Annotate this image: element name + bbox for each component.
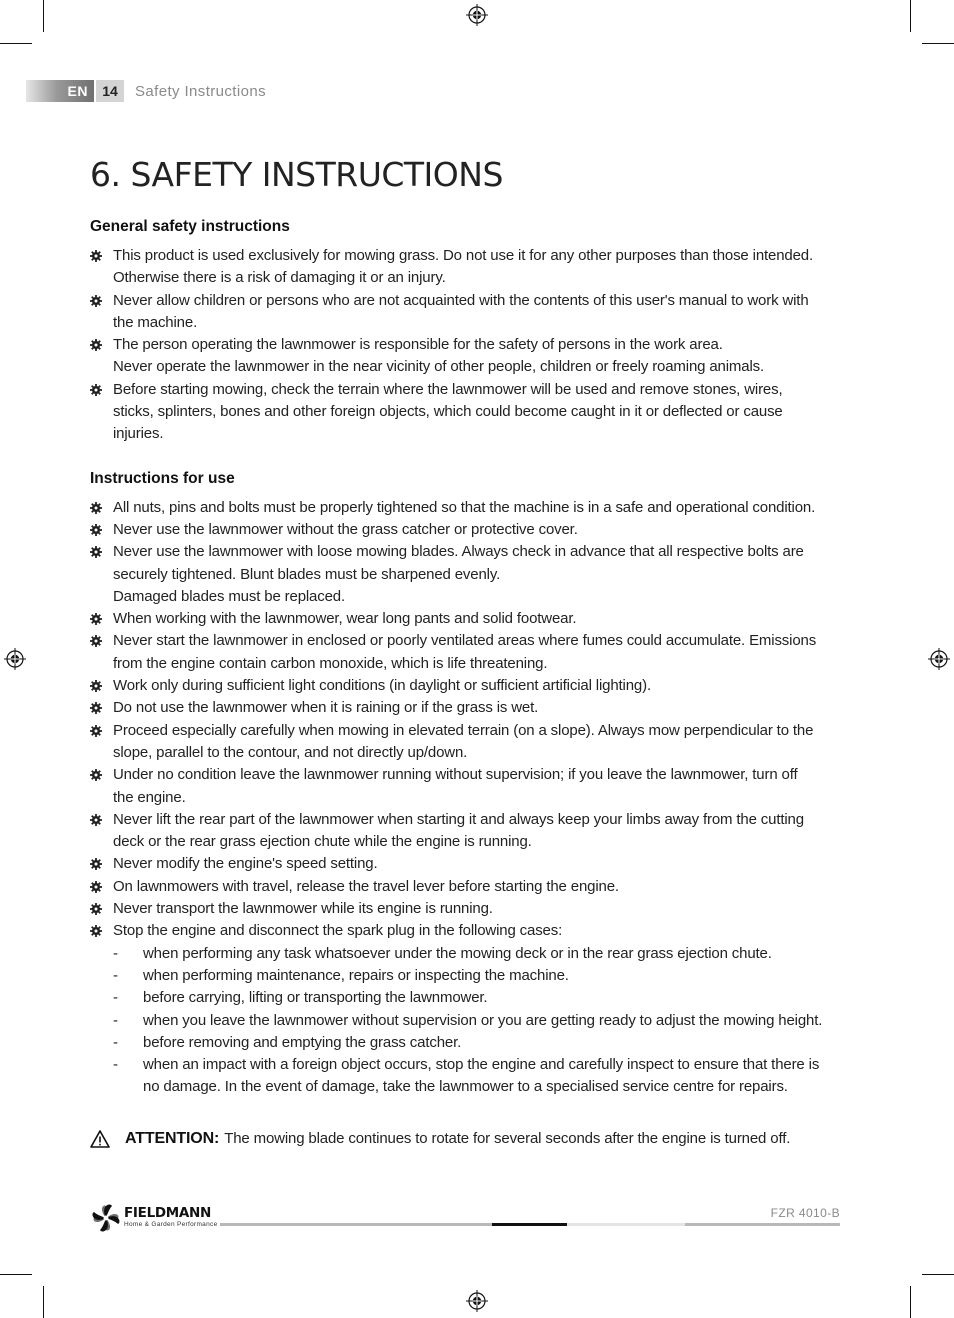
language-tag: EN [26, 80, 94, 102]
list-item-line: Never use the lawnmower without the grass catcher or protective cover. [113, 520, 578, 538]
list-item-line: Otherwise there is a risk of damaging it or an injury. [113, 269, 446, 287]
attention-text: The mowing blade continues to rotate for several seconds after the engine is turned off. [224, 1130, 791, 1147]
crop-mark [922, 1274, 954, 1275]
list-item [90, 697, 845, 719]
sub-list-item-line: when performing maintenance, repairs or inspecting the machine. [143, 966, 569, 984]
list-item [90, 608, 845, 630]
sub-list-item [113, 1054, 845, 1099]
gear-bullet-icon [90, 858, 102, 870]
list-item-line: Never allow children or persons who are not acquainted with the contents of this user's manual to work with [113, 291, 809, 309]
general-safety-list [90, 245, 845, 446]
list-item [90, 541, 845, 608]
gear-bullet-icon [90, 384, 102, 396]
registration-mark-icon [466, 1290, 488, 1312]
crop-mark [43, 1286, 44, 1318]
page-header [26, 80, 266, 102]
list-item-line: Never start the lawnmower in enclosed or poorly ventilated areas where fumes could accumulate. Emissions [113, 632, 817, 650]
list-item-line: the engine. [113, 788, 186, 806]
gear-bullet-icon [90, 680, 102, 692]
section-heading-usage: Instructions for use [90, 469, 235, 487]
list-item-line: Never transport the lawnmower while its engine is running. [113, 900, 493, 918]
gear-bullet-icon [90, 635, 102, 647]
footer-divider [567, 1223, 685, 1226]
list-item-line: deck or the rear grass ejection chute while the engine is running. [113, 833, 532, 851]
list-item [90, 876, 845, 898]
dash-marker: - [113, 1011, 118, 1029]
fieldmann-fan-logo [90, 1202, 122, 1234]
list-item-line: Never modify the engine's speed setting. [113, 855, 378, 873]
list-item-line: Before starting mowing, check the terrain where the lawnmower will be used and remove stones, wires, [113, 380, 783, 398]
list-item-line: Never operate the lawnmower in the near vicinity of other people, children or freely roaming animals. [113, 358, 765, 376]
brand-name: FIELDMANN [124, 1205, 212, 1221]
list-item-line: When working with the lawnmower, wear long pants and solid footwear. [113, 610, 577, 628]
footer-divider [685, 1223, 840, 1226]
list-item [90, 720, 845, 765]
list-item [90, 764, 845, 809]
gear-bullet-icon [90, 903, 102, 915]
sub-list-item-line: no damage. In the event of damage, take the lawnmower to a specialised service centre for repairs. [143, 1078, 788, 1096]
usage-instructions-list [90, 497, 845, 1099]
dash-marker: - [113, 989, 118, 1007]
footer-divider [492, 1223, 567, 1226]
list-item-line: Do not use the lawnmower when it is raining or if the grass is wet. [113, 699, 539, 717]
gear-bullet-icon [90, 250, 102, 262]
list-item-line: Proceed especially carefully when mowing in elevated terrain (on a slope). Always mow perpendicular to the [113, 721, 814, 739]
sub-list-item-line: before removing and emptying the grass catcher. [143, 1033, 462, 1051]
list-item-line: On lawnmowers with travel, release the travel lever before starting the engine. [113, 877, 619, 895]
list-item [90, 630, 845, 675]
list-item [90, 379, 845, 446]
page-number: 14 [96, 80, 124, 102]
section-name: Safety Instructions [135, 82, 266, 100]
list-item [90, 675, 845, 697]
list-item-line: Never use the lawnmower with loose mowing blades. Always check in advance that all respective bolts are [113, 543, 804, 561]
dash-marker: - [113, 1056, 118, 1074]
list-item-line: Work only during sufficient light conditions (in daylight or sufficient artificial lighting). [113, 677, 651, 695]
dash-marker: - [113, 1033, 118, 1051]
attention-note [90, 1128, 850, 1150]
list-item-line: Stop the engine and disconnect the spark plug in the following cases: [113, 922, 563, 940]
footer-divider [220, 1223, 492, 1226]
gear-bullet-icon [90, 295, 102, 307]
crop-mark [910, 1286, 911, 1318]
registration-mark-icon [928, 648, 950, 670]
crop-mark [0, 43, 32, 44]
warning-triangle-icon [90, 1130, 110, 1148]
main-content [90, 152, 845, 1099]
list-item-line: the machine. [113, 313, 198, 331]
gear-bullet-icon [90, 524, 102, 536]
list-item [90, 853, 845, 875]
brand-tagline: Home & Garden Performance [124, 1221, 218, 1228]
page-title: 6. SAFETY INSTRUCTIONS [90, 155, 503, 194]
sub-list-item [113, 965, 845, 987]
attention-label: ATTENTION: [125, 1130, 220, 1147]
list-item [90, 334, 845, 379]
gear-bullet-icon [90, 725, 102, 737]
sub-list-item [113, 943, 845, 965]
registration-mark-icon [4, 648, 26, 670]
list-item-line: This product is used exclusively for mowing grass. Do not use it for any other purposes than those intended. [113, 247, 814, 264]
list-item-line: Damaged blades must be replaced. [113, 587, 346, 605]
list-item-line: from the engine contain carbon monoxide, which is life threatening. [113, 654, 548, 672]
gear-bullet-icon [90, 546, 102, 558]
dash-marker: - [113, 944, 118, 962]
sub-list-item [113, 987, 845, 1009]
list-item [90, 290, 845, 335]
crop-mark [43, 0, 44, 32]
sub-list-item-line: before carrying, lifting or transporting the lawnmower. [143, 989, 488, 1007]
gear-bullet-icon [90, 702, 102, 714]
sub-list-item-line: when you leave the lawnmower without supervision or you are getting ready to adjust the mowing height. [143, 1011, 823, 1029]
list-item-line: sticks, splinters, bones and other foreign objects, which could become caught in it or deflected or cause [113, 403, 783, 421]
gear-bullet-icon [90, 502, 102, 514]
spark-plug-cases-list [113, 943, 845, 1099]
crop-mark [0, 1274, 32, 1275]
list-item [90, 809, 845, 854]
dash-marker: - [113, 966, 118, 984]
list-item-line: The person operating the lawnmower is responsible for the safety of persons in the work area. [113, 336, 723, 354]
gear-bullet-icon [90, 339, 102, 351]
list-item-line: securely tightened. Blunt blades must be sharpened evenly. [113, 565, 501, 583]
registration-mark-icon [466, 4, 488, 26]
gear-bullet-icon [90, 881, 102, 893]
list-item [90, 519, 845, 541]
gear-bullet-icon [90, 769, 102, 781]
list-item-line: injuries. [113, 425, 164, 443]
gear-bullet-icon [90, 925, 102, 937]
section-heading-general: General safety instructions [90, 218, 290, 235]
gear-bullet-icon [90, 814, 102, 826]
crop-mark [910, 0, 911, 32]
fieldmann-logo [90, 1201, 220, 1235]
list-item [90, 920, 845, 1098]
model-number: FZR 4010-B [770, 1206, 840, 1220]
list-item-line: Under no condition leave the lawnmower running without supervision; if you leave the lawnmower, turn off [113, 766, 798, 784]
gear-bullet-icon [90, 613, 102, 625]
list-item-line: All nuts, pins and bolts must be properly tightened so that the machine is in a safe and operational condition. [113, 498, 816, 516]
sub-list-item [113, 1032, 845, 1054]
list-item [90, 497, 845, 519]
list-item-line: slope, parallel to the contour, and not directly up/down. [113, 743, 468, 761]
list-item-line: Never lift the rear part of the lawnmower when starting it and always keep your limbs away from the cutting [113, 810, 804, 828]
sub-list-item-line: when performing any task whatsoever under the mowing deck or in the rear grass ejection chute. [143, 944, 772, 962]
list-item [90, 898, 845, 920]
sub-list-item [113, 1010, 845, 1032]
list-item [90, 245, 845, 290]
crop-mark [922, 43, 954, 44]
sub-list-item-line: when an impact with a foreign object occurs, stop the engine and carefully inspect to ensure that there is [143, 1056, 820, 1074]
